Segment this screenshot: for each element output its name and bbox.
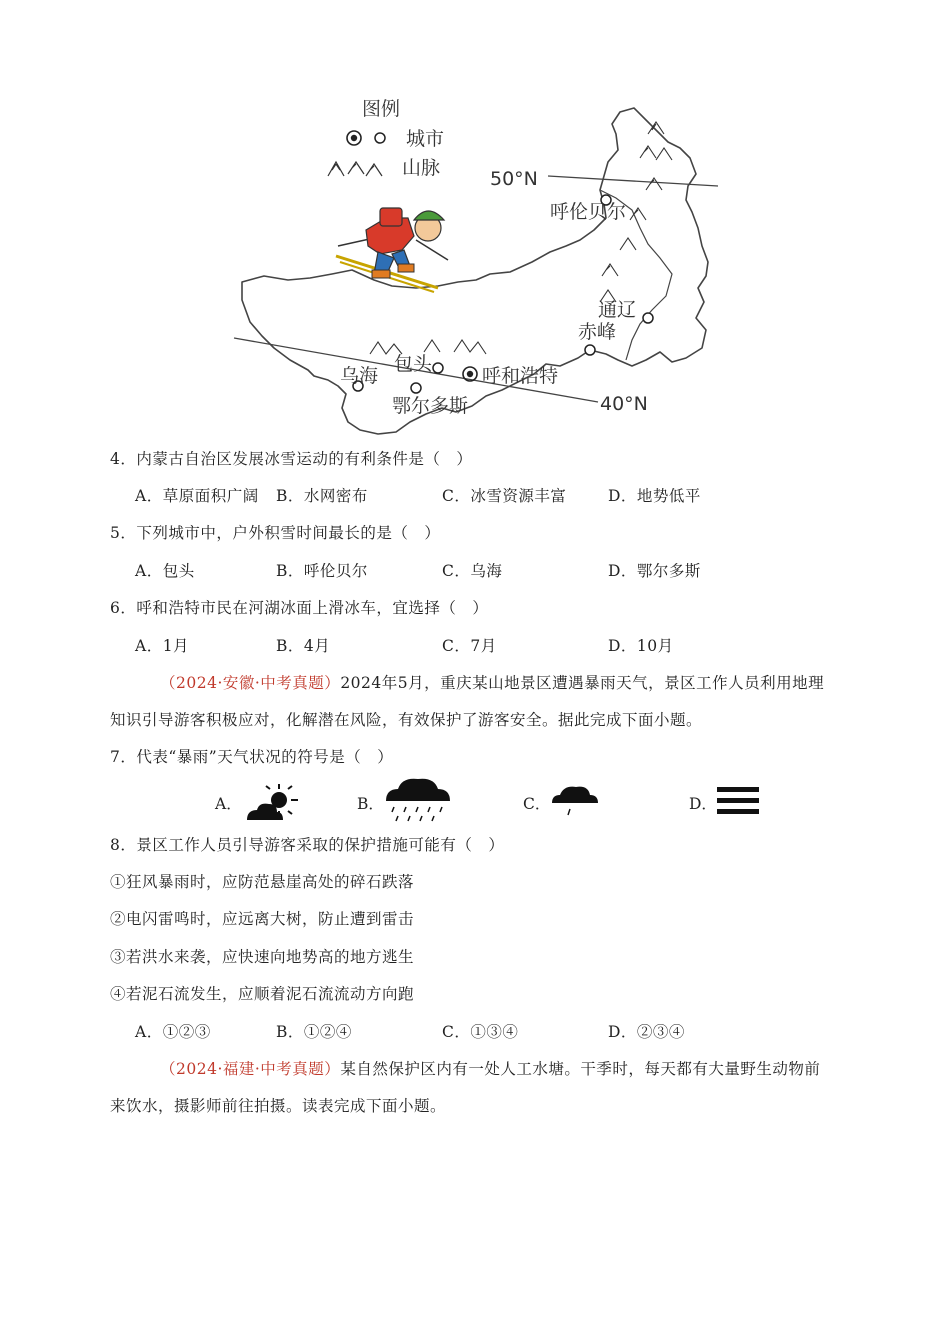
capital-city-symbol-icon <box>347 131 361 145</box>
city-chifeng-marker <box>585 345 595 355</box>
city-baotou-marker <box>433 363 443 373</box>
legend-title: 图例 <box>362 98 401 120</box>
q8-item-4: ④若泥石流发生，应顺着泥石流流动方向跑 <box>110 985 415 1003</box>
legend-city-label: 城市 <box>406 128 445 150</box>
intro-fujian-line1 <box>160 1059 820 1079</box>
partly-cloudy-icon <box>243 782 303 824</box>
q4-option-a[interactable]: A．草原面积广阔 <box>135 487 259 505</box>
inner-mongolia-map <box>228 90 728 440</box>
city-hohhot-label: 呼和浩特 <box>482 365 559 387</box>
intro-anhui-line1 <box>160 673 824 693</box>
intro-anhui-source: （2024·安徽·中考真题） <box>160 674 341 692</box>
intro-fujian-text1: 某自然保护区内有一处人工水塘。干季时，每天都有大量野生动物前 <box>340 1060 821 1078</box>
q6-option-a[interactable]: A．1月 <box>135 637 190 655</box>
q4-option-b[interactable]: B．水网密布 <box>276 487 368 505</box>
lat-40-label: 40°N <box>600 393 648 415</box>
city-ordos-label: 鄂尔多斯 <box>392 395 469 417</box>
q8-option-a[interactable]: A．①②③ <box>135 1023 211 1041</box>
city-hulunbuir-label: 呼伦贝尔 <box>550 201 627 223</box>
light-rain-icon <box>550 783 600 819</box>
city-chifeng-label: 赤峰 <box>578 321 617 343</box>
region-outline <box>242 108 708 434</box>
city-tongliao-marker <box>643 313 653 323</box>
intro-fujian-text2: 来饮水，摄影师前往拍摄。读表完成下面小题。 <box>110 1097 447 1115</box>
q5-option-a[interactable]: A．包头 <box>135 562 195 580</box>
city-ordos-marker <box>411 383 421 393</box>
q8-stem: 8．景区工作人员引导游客采取的保护措施可能有（ ） <box>110 836 505 854</box>
intro-anhui-text1: 2024年5月，重庆某山地景区遭遇暴雨天气，景区工作人员利用地理 <box>340 674 825 692</box>
legend-mountain-label: 山脉 <box>402 157 441 179</box>
q4-option-d[interactable]: D．地势低平 <box>608 487 701 505</box>
q5-option-b[interactable]: B．呼伦贝尔 <box>276 562 368 580</box>
q5-option-c[interactable]: C．乌海 <box>442 562 503 580</box>
q6-option-c[interactable]: C．7月 <box>442 637 497 655</box>
q4-stem: 4．内蒙古自治区发展冰雪运动的有利条件是（ ） <box>110 450 473 468</box>
q7-option-c[interactable]: C． <box>523 795 551 813</box>
mountain-symbol-icon <box>328 162 382 176</box>
q8-option-b[interactable]: B．①②④ <box>276 1023 352 1041</box>
q6-option-d[interactable]: D．10月 <box>608 637 674 655</box>
q7-option-a[interactable]: A． <box>215 795 242 813</box>
intro-fujian-source: （2024·福建·中考真题） <box>160 1060 341 1078</box>
q5-stem: 5．下列城市中，户外积雪时间最长的是（ ） <box>110 524 441 542</box>
fog-icon <box>717 785 761 817</box>
rainstorm-icon <box>384 775 452 825</box>
q7-stem: 7．代表“暴雨”天气状况的符号是（ ） <box>110 748 394 766</box>
q4-option-c[interactable]: C．冰雪资源丰富 <box>442 487 567 505</box>
lat-50-label: 50°N <box>490 168 538 190</box>
q8-option-d[interactable]: D．②③④ <box>608 1023 685 1041</box>
q6-stem: 6．呼和浩特市民在河湖冰面上滑冰车，宜选择（ ） <box>110 599 489 617</box>
intro-anhui-text2: 知识引导游客积极应对，化解潜在风险，有效保护了游客安全。据此完成下面小题。 <box>110 711 703 729</box>
q8-item-3: ③若洪水来袭，应快速向地势高的地方逃生 <box>110 948 415 966</box>
city-baotou-label: 包头 <box>394 353 433 375</box>
q8-item-2: ②电闪雷鸣时，应远离大树，防止遭到雷击 <box>110 910 415 928</box>
city-symbol-icon <box>375 133 385 143</box>
city-tongliao-label: 通辽 <box>598 299 637 321</box>
city-wuhai-label: 乌海 <box>340 365 379 387</box>
q6-option-b[interactable]: B．4月 <box>276 637 331 655</box>
q7-option-d[interactable]: D． <box>689 795 717 813</box>
q7-option-b[interactable]: B． <box>357 795 384 813</box>
q8-option-c[interactable]: C．①③④ <box>442 1023 519 1041</box>
q8-item-1: ①狂风暴雨时，应防范悬崖高处的碎石跌落 <box>110 873 415 891</box>
q5-option-d[interactable]: D．鄂尔多斯 <box>608 562 701 580</box>
